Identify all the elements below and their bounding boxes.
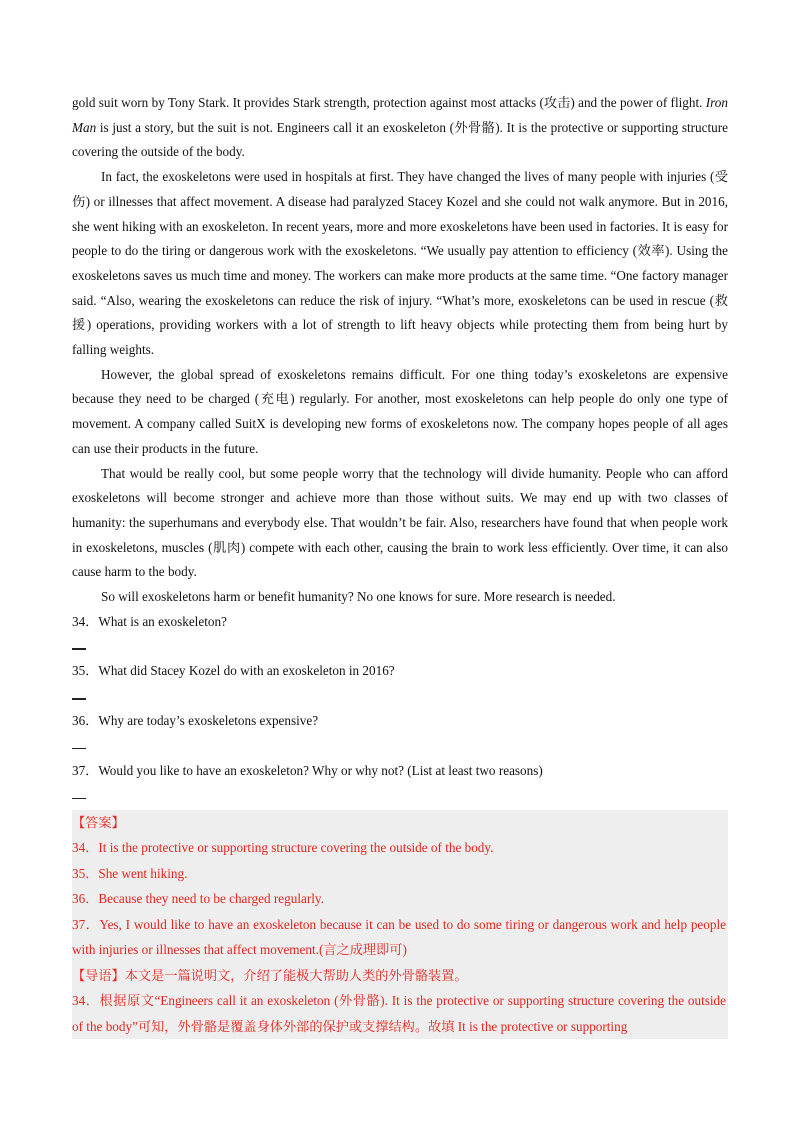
answer-section xyxy=(72,810,728,1040)
answer-blank-36[interactable] xyxy=(72,734,728,759)
answer-blank-35[interactable] xyxy=(72,684,728,709)
question-35: 35．What did Stacey Kozel do with an exoskeleton in 2016? xyxy=(72,663,395,679)
passage-paragraph-2: In fact, the exoskeletons were used in hospitals at first. They have changed the lives of many people with injuries (受伤) or illnesses that affect movement. A disease had paralyzed Stacey Kozel and she could not walk anymore. But in 2016, she went hiking with an exoskeleton. In recent years, more and more exoskeletons have been used in factories. It is easy for people to do the tiring or dangerous work with the exoskeletons. “We usually pay attention to efficiency (效率). Using the exoskeletons saves us much time and money. The workers can make more products at the same time. “One factory manager said. “Also, wearing the exoskeletons can reduce the risk of injury. “What’s more, exoskeletons can be used in rescue (救援) operations, providing workers with a lot of strength to lift heavy objects while protecting them from being hurt by falling weights. xyxy=(72,169,728,358)
passage-text: gold suit worn by Tony Stark. It provides Stark strength, protection against most attacks (攻击) and the power of flight. xyxy=(72,95,706,110)
answer-blank-34[interactable] xyxy=(72,634,728,659)
question-37: 37．Would you like to have an exoskeleton? Why or why not? (List at least two reasons) xyxy=(72,762,543,778)
passage-paragraph-1 xyxy=(72,91,728,165)
answer-heading: 【答案】 xyxy=(72,814,125,830)
guide-text: 【导语】本文是一篇说明文，介绍了能极大帮助人类的外骨骼装置。 xyxy=(72,967,468,983)
question-34: 34．What is an exoskeleton? xyxy=(72,613,227,629)
blank-dash xyxy=(72,698,86,699)
movie-title: Iron Man xyxy=(72,95,728,135)
passage-paragraph-5: So will exoskeletons harm or benefit humanity? No one knows for sure. More research is needed. xyxy=(101,589,616,605)
answer-35: 35．She went hiking. xyxy=(72,865,188,881)
blank-dash xyxy=(72,798,86,799)
passage-paragraph-4: That would be really cool, but some people worry that the technology will divide humanity. People who can afford exoskeletons will become stronger and achieve more than those without suits. We may end up with two classes of humanity: the superhumans and everybody else. That wouldn’t be fair. Also, researchers have found that when people work in exoskeletons, muscles (肌肉) compete with each other, causing the brain to work less efficiently. Over time, it can also cause harm to the body. xyxy=(72,465,728,580)
answer-36: 36．Because they need to be charged regularly. xyxy=(72,891,324,907)
passage-paragraph-3: However, the global spread of exoskeletons remains difficult. For one thing today’s exoskeletons are expensive because they need to be charged (充电) regularly. For another, most exoskeletons can help people do only one type of movement. A company called SuitX is developing new forms of exoskeletons now. The company hopes people of all ages can use their products in the future. xyxy=(72,366,728,456)
passage-text: is just a story, but the suit is not. Engineers call it an exoskeleton (外骨骼). It is the protective or supporting structure covering the outside of the body. xyxy=(72,119,728,160)
question-36: 36．Why are today’s exoskeletons expensive? xyxy=(72,713,319,729)
explanation-34: 34．根据原文“Engineers call it an exoskeleton (外骨骼). It is the protective or supporting structure covering the outside of the body”可知，外骨骼是覆盖身体外部的保护或支撑结构。故填 It is the protective or supporting xyxy=(72,993,726,1034)
answer-blank-37[interactable] xyxy=(72,784,728,809)
answer-37: 37．Yes, I would like to have an exoskeleton because it can be used to do some tiring or dangerous work and help people with injuries or illnesses that affect movement.(言之成理即可) xyxy=(72,916,726,958)
blank-dash xyxy=(72,648,86,649)
answer-34: 34．It is the protective or supporting structure covering the outside of the body. xyxy=(72,840,494,856)
blank-dash xyxy=(72,748,86,749)
document-page xyxy=(72,91,728,1039)
